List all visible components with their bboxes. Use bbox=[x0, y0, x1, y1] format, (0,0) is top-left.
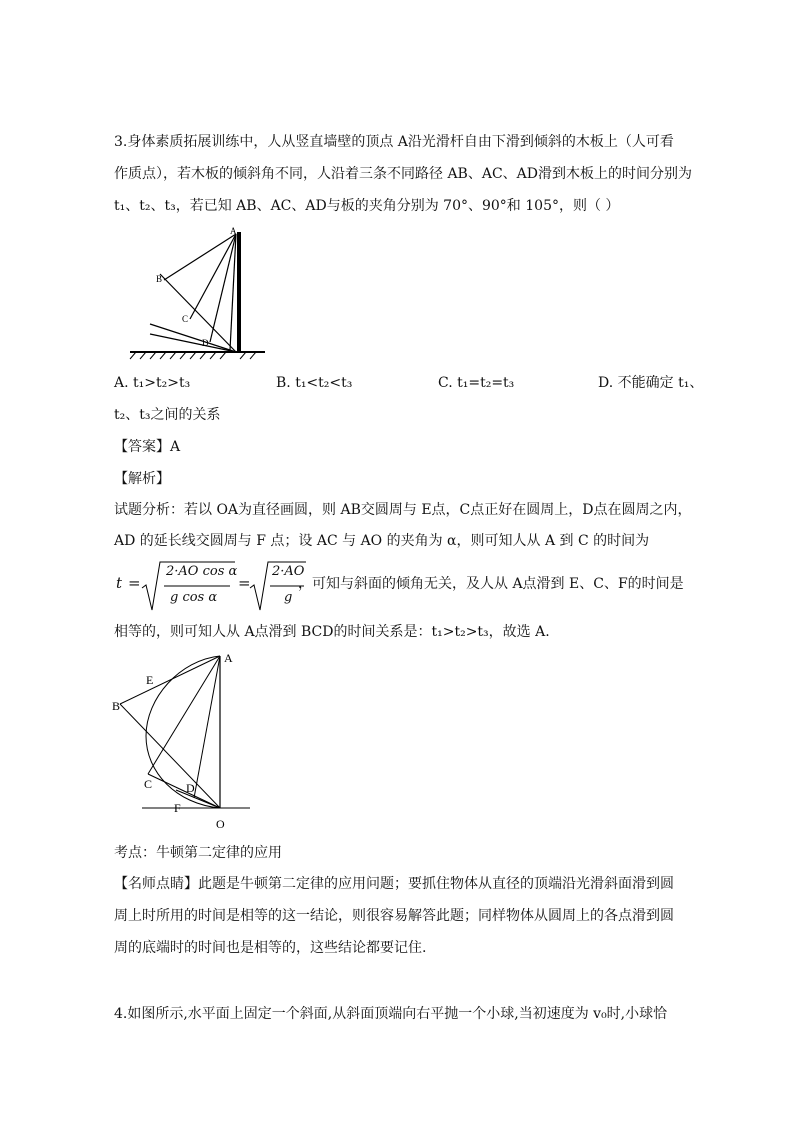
option-a: A. t₁>t₂>t₃ bbox=[114, 375, 191, 391]
q3-label-d: D bbox=[202, 338, 209, 348]
analysis-line-3: 相等的，则可知人从 A点滑到 BCD的时间关系是：t₁>t₂>t₃，故选 A. bbox=[114, 624, 550, 640]
option-d: D. 不能确定 t₁、 bbox=[598, 375, 704, 391]
mingshi-line-1: 【名师点睛】此题是牛顿第二定律的应用问题；要抓住物体从直径的顶端沿光滑斜面滑到圆 bbox=[114, 876, 674, 892]
analysis-figure bbox=[110, 648, 260, 834]
formula-equals: = bbox=[128, 574, 141, 592]
q3-line-1: 3.身体素质拓展训练中，人从竖直墙壁的顶点 A沿光滑杆自由下滑到倾斜的木板上（人可看 bbox=[114, 134, 674, 150]
q3-figure bbox=[120, 222, 270, 362]
analysis-line-2: AD 的延长线交圆周与 F 点；设 AC 与 AO 的夹角为 α，则可知人从 A 到 C 的时间为 bbox=[114, 533, 650, 549]
formula-denominator-2: g bbox=[284, 590, 293, 605]
fig2-label-b: B bbox=[112, 699, 121, 713]
formula bbox=[114, 558, 694, 614]
formula-denominator-1: g cos α bbox=[170, 590, 218, 605]
mingshi-line-3: 周的底端时的时间也是相等的，这些结论都要记住. bbox=[114, 940, 427, 956]
formula-t: t bbox=[116, 574, 123, 592]
analysis-line-1: 试题分析：若以 OA为直径画圆，则 AB交圆周与 E点，C点正好在圆周上，D点在圆周之内， bbox=[114, 502, 692, 518]
answer: 【答案】A bbox=[114, 439, 181, 455]
q3-label-c: C bbox=[182, 314, 189, 324]
q3-label-b: B bbox=[156, 274, 163, 284]
fig2-label-o: O bbox=[216, 817, 225, 831]
kaodian: 考点：牛顿第二定律的应用 bbox=[114, 845, 282, 861]
q3-label-a: A bbox=[230, 226, 237, 236]
mingshi-line-2: 周上时所用的时间是相等的这一结论，则很容易解答此题；同样物体从圆周上的各点滑到圆 bbox=[114, 908, 674, 924]
fig2-label-f: F bbox=[174, 801, 181, 815]
fig2-label-a: A bbox=[224, 651, 233, 665]
fig2-label-c: C bbox=[144, 777, 153, 791]
fig2-label-e: E bbox=[146, 673, 154, 687]
option-d-continued: t₂、t₃之间的关系 bbox=[114, 407, 221, 423]
formula-numerator-2: 2·AO bbox=[272, 564, 305, 579]
q3-line-3: t₁、t₂、t₃，若已知 AB、AC、AD与板的夹角分别为 70°、90°和 105°，则（ ） bbox=[114, 198, 620, 214]
analysis-heading: 【解析】 bbox=[114, 471, 170, 487]
q3-line-2: 作质点），若木板的倾斜角不同，人沿着三条不同路径 AB、AC、AD滑到木板上的时间分别为 bbox=[114, 166, 693, 182]
q4-line-1: 4.如图所示,水平面上固定一个斜面,从斜面顶端向右平抛一个小球,当初速度为 v₀时,小球恰 bbox=[114, 1006, 668, 1022]
formula-explanation: ，可知与斜面的倾角无关，及人从 A点滑到 E、C、F的时间是 bbox=[298, 576, 684, 592]
formula-numerator-1: 2·AO cos α bbox=[166, 564, 238, 579]
fig2-label-d: D bbox=[186, 781, 195, 795]
formula-equals-2: = bbox=[238, 574, 251, 592]
option-c: C. t₁=t₂=t₃ bbox=[438, 375, 515, 391]
option-b: B. t₁<t₂<t₃ bbox=[276, 375, 353, 391]
